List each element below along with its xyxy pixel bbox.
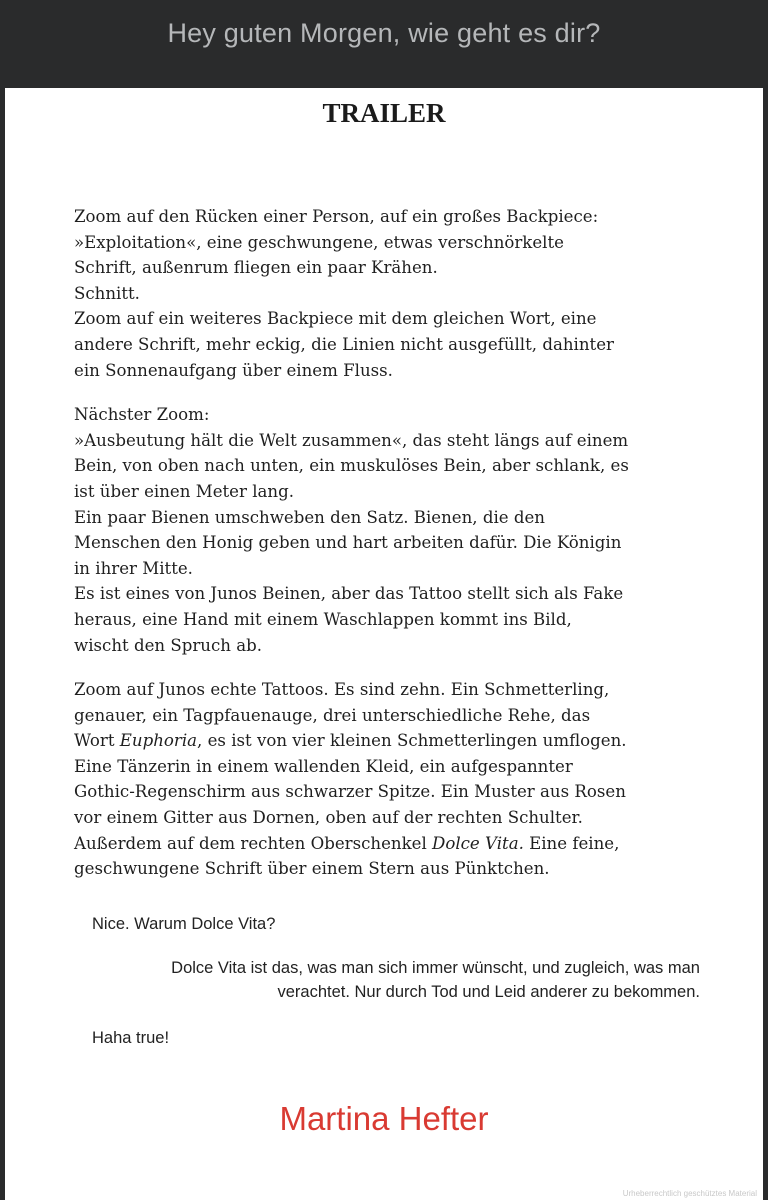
text-line: vor einem Gitter aus Dornen, oben auf der rechten Schulter. bbox=[74, 808, 583, 828]
text-line: wischt den Spruch ab. bbox=[74, 635, 263, 655]
text-line: Schrift, außenrum fliegen ein paar Krähen. bbox=[74, 258, 438, 278]
text-line: Gothic-Regenschirm aus schwarzer Spitze. Ein Muster aus Rosen bbox=[74, 782, 626, 802]
text-line: heraus, eine Hand mit einem Waschlappen kommt ins Bild, bbox=[74, 609, 572, 629]
chat-message-question: Nice. Warum Dolce Vita? bbox=[92, 915, 276, 933]
document-body bbox=[74, 204, 734, 901]
chat-message-reply: Haha true! bbox=[92, 1029, 170, 1047]
text-line: ein Sonnenaufgang über einem Fluss. bbox=[74, 360, 393, 380]
text-line: genauer, ein Tagpfauenauge, drei unterschiedliche Rehe, das bbox=[74, 705, 591, 725]
text-line: »Exploitation«, eine geschwungene, etwas verschnörkelte bbox=[74, 232, 564, 252]
text-line: Zoom auf Junos echte Tattoos. Es sind zehn. Ein Schmetterling, bbox=[74, 680, 610, 700]
text-line: ist über einen Meter lang. bbox=[74, 481, 294, 501]
text-line: Ein paar Bienen umschweben den Satz. Bienen, die den bbox=[74, 507, 545, 527]
paragraph-2 bbox=[74, 402, 734, 658]
italic-title-dolce-vita: Dolce Vita. bbox=[432, 833, 524, 853]
text-line: Zoom auf den Rücken einer Person, auf ein großes Backpiece: bbox=[74, 207, 599, 226]
text-line: Bein, von oben nach unten, ein muskulöses Bein, aber schlank, es bbox=[74, 456, 629, 476]
top-bar bbox=[0, 0, 768, 88]
text-line: »Ausbeutung hält die Welt zusammen«, das steht längs auf einem bbox=[74, 430, 629, 450]
text-line: Nächster Zoom: bbox=[74, 405, 210, 425]
text-line: Menschen den Honig geben und hart arbeiten dafür. Die Königin bbox=[74, 533, 622, 553]
top-bar-title: Hey guten Morgen, wie geht es dir? bbox=[167, 17, 601, 48]
text-line: in ihrer Mitte. bbox=[74, 558, 193, 578]
text-run: Eine feine, bbox=[523, 833, 620, 853]
text-line: Es ist eines von Junos Beinen, aber das Tattoo stellt sich als Fake bbox=[74, 584, 624, 604]
chat-answer-line: verachtet. Nur durch Tod und Leid anderer zu bekommen. bbox=[277, 983, 700, 1001]
text-line: geschwungene Schrift über einem Stern aus Pünktchen. bbox=[74, 859, 550, 879]
paragraph-1 bbox=[74, 204, 734, 383]
text-line bbox=[74, 831, 734, 857]
text-line: Eine Tänzerin in einem wallenden Kleid, ein aufgespannter bbox=[74, 756, 573, 776]
text-line bbox=[74, 728, 734, 754]
text-run: Wort bbox=[74, 731, 120, 751]
copyright-watermark: Urheberrechtlich geschütztes Material bbox=[622, 1189, 757, 1198]
text-run: Außerdem auf dem rechten Oberschenkel bbox=[74, 833, 433, 853]
paragraph-3 bbox=[74, 677, 734, 882]
document-page bbox=[5, 88, 763, 1200]
text-line: Zoom auf ein weiteres Backpiece mit dem gleichen Wort, eine bbox=[74, 309, 597, 329]
document-title: TRAILER bbox=[322, 98, 446, 128]
italic-title-euphoria: Euphoria bbox=[119, 731, 198, 751]
chat-message-answer bbox=[95, 956, 700, 1004]
text-line: andere Schrift, mehr eckig, die Linien nicht ausgefüllt, dahinter bbox=[74, 334, 614, 354]
text-run: , es ist von vier kleinen Schmetterlingen umflogen. bbox=[197, 731, 627, 751]
chat-answer-line: Dolce Vita ist das, was man sich immer wünscht, und zugleich, was man bbox=[171, 959, 700, 977]
author-name: Martina Hefter bbox=[279, 1100, 489, 1137]
text-line: Schnitt. bbox=[74, 283, 140, 303]
